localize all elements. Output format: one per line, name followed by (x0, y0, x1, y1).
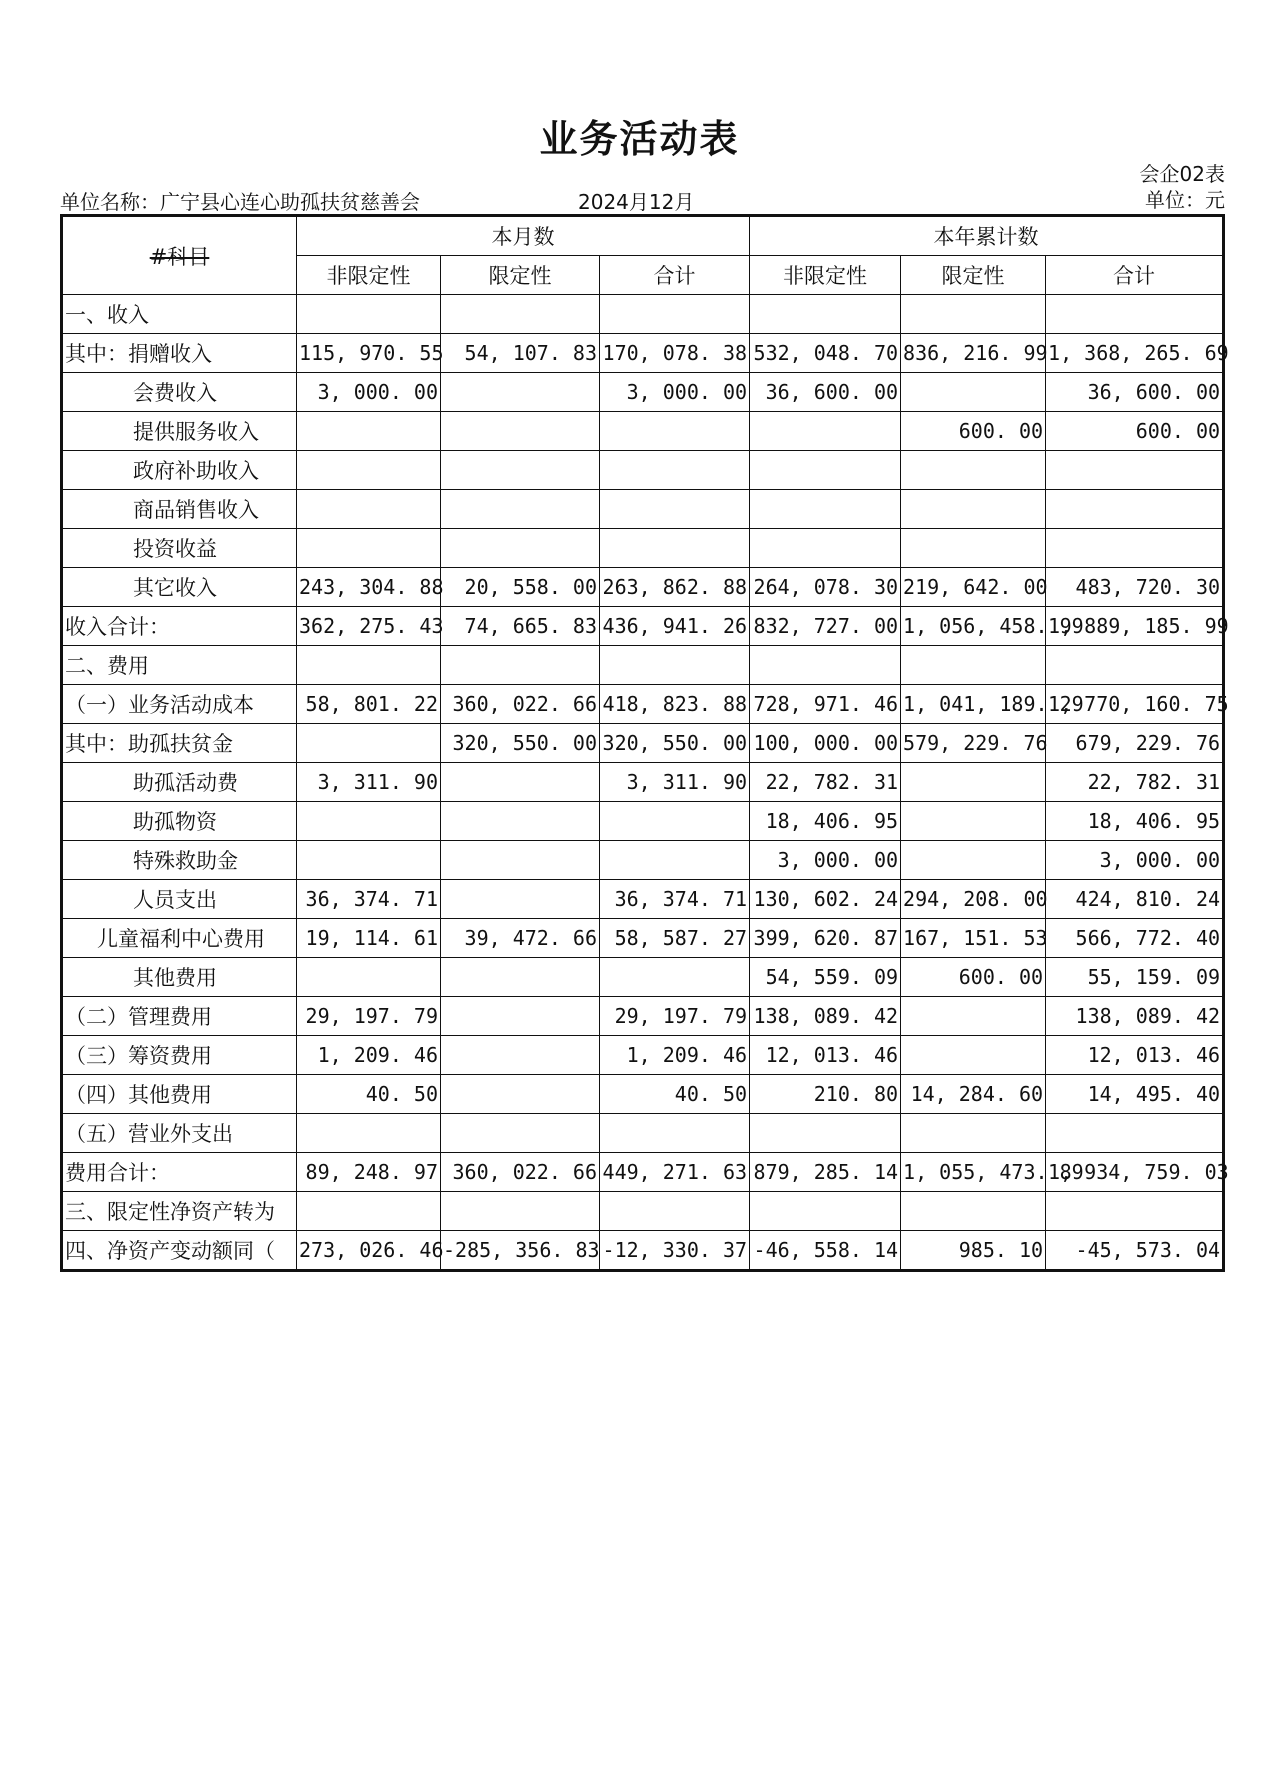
cell-value: -12, 330. 37 (600, 1231, 750, 1271)
cell-value: 29, 197. 79 (600, 997, 750, 1036)
row-label: 二、费用 (62, 646, 297, 685)
cell-value (297, 802, 441, 841)
row-label: 特殊救助金 (62, 841, 297, 880)
cell-value (441, 1036, 600, 1075)
cell-value (1046, 295, 1224, 334)
cell-value: 1, 368, 265. 69 (1046, 334, 1224, 373)
header-col: 限定性 (441, 256, 600, 295)
cell-value (1046, 1114, 1224, 1153)
table-row (62, 802, 1224, 841)
table-row (62, 1075, 1224, 1114)
cell-value: 1, 056, 458. 99 (901, 607, 1046, 646)
cell-value: 1, 209. 46 (297, 1036, 441, 1075)
cell-value (441, 802, 600, 841)
cell-value: 679, 229. 76 (1046, 724, 1224, 763)
table-body (62, 295, 1229, 1271)
cell-value (600, 646, 750, 685)
table-row (62, 841, 1224, 880)
cell-value (901, 490, 1046, 529)
cell-value: 879, 285. 14 (750, 1153, 901, 1192)
cell-value: 14, 284. 60 (901, 1075, 1046, 1114)
cell-value (297, 295, 441, 334)
cell-value (600, 529, 750, 568)
row-label: 投资收益 (62, 529, 297, 568)
cell-value: 115, 970. 55 (297, 334, 441, 373)
row-label: 其中：捐赠收入 (62, 334, 297, 373)
cell-value (901, 529, 1046, 568)
cell-value: 167, 151. 53 (901, 919, 1046, 958)
row-label: （一）业务活动成本 (62, 685, 297, 724)
header-month-group: 本月数 (297, 216, 750, 256)
row-label: 助孤活动费 (62, 763, 297, 802)
cell-value (441, 997, 600, 1036)
cell-value: 360, 022. 66 (441, 685, 600, 724)
cell-value: 22, 782. 31 (750, 763, 901, 802)
cell-value (750, 646, 901, 685)
cell-value: -46, 558. 14 (750, 1231, 901, 1271)
cell-value (297, 646, 441, 685)
row-label: （四）其他费用 (62, 1075, 297, 1114)
cell-value: 210. 80 (750, 1075, 901, 1114)
cell-value: 100, 000. 00 (750, 724, 901, 763)
table-row (62, 529, 1224, 568)
cell-value: 58, 587. 27 (600, 919, 750, 958)
cell-value: 1, 209. 46 (600, 1036, 750, 1075)
cell-value: 566, 772. 40 (1046, 919, 1224, 958)
cell-value: 728, 971. 46 (750, 685, 901, 724)
cell-value: 138, 089. 42 (750, 997, 901, 1036)
cell-value: 12, 013. 46 (750, 1036, 901, 1075)
cell-value (901, 295, 1046, 334)
cell-value (441, 529, 600, 568)
header-year-group: 本年累计数 (750, 216, 1224, 256)
header-col: 限定性 (901, 256, 1046, 295)
cell-value (901, 997, 1046, 1036)
cell-value (441, 841, 600, 880)
table-row (62, 646, 1224, 685)
table-row (62, 412, 1224, 451)
header-col: 非限定性 (750, 256, 901, 295)
cell-value: 320, 550. 00 (600, 724, 750, 763)
cell-value (441, 880, 600, 919)
cell-value: -45, 573. 04 (1046, 1231, 1224, 1271)
table-row (62, 295, 1224, 334)
row-label: （三）筹资费用 (62, 1036, 297, 1075)
cell-value (1046, 646, 1224, 685)
cell-value: 399, 620. 87 (750, 919, 901, 958)
cell-value: 74, 665. 83 (441, 607, 600, 646)
cell-value: 18, 406. 95 (750, 802, 901, 841)
cell-value: 36, 374. 71 (297, 880, 441, 919)
cell-value: 436, 941. 26 (600, 607, 750, 646)
row-label: 其他费用 (62, 958, 297, 997)
cell-value: 263, 862. 88 (600, 568, 750, 607)
cell-value (600, 958, 750, 997)
cell-value: 219, 642. 00 (901, 568, 1046, 607)
cell-value: 273, 026. 46 (297, 1231, 441, 1271)
table-row (62, 607, 1224, 646)
cell-value (901, 1192, 1046, 1231)
cell-value (441, 763, 600, 802)
cell-value: 264, 078. 30 (750, 568, 901, 607)
cell-value (1046, 490, 1224, 529)
cell-value: 130, 602. 24 (750, 880, 901, 919)
cell-value (297, 958, 441, 997)
row-label: （二）管理费用 (62, 997, 297, 1036)
cell-value: 36, 600. 00 (750, 373, 901, 412)
header-subject: #科目 (62, 216, 297, 295)
table-row (62, 919, 1224, 958)
cell-value (297, 841, 441, 880)
cell-value: 3, 311. 90 (600, 763, 750, 802)
row-label: （五）营业外支出 (62, 1114, 297, 1153)
row-label: 三、限定性净资产转为 (62, 1192, 297, 1231)
cell-value: 36, 600. 00 (1046, 373, 1224, 412)
row-label: 四、净资产变动额同（ (62, 1231, 297, 1271)
cell-value (600, 1192, 750, 1231)
table-row (62, 1231, 1224, 1271)
cell-value: 832, 727. 00 (750, 607, 901, 646)
row-label: 商品销售收入 (62, 490, 297, 529)
row-label: 其它收入 (62, 568, 297, 607)
cell-value: 3, 311. 90 (297, 763, 441, 802)
cell-value: 579, 229. 76 (901, 724, 1046, 763)
cell-value (297, 724, 441, 763)
cell-value: 3, 000. 00 (297, 373, 441, 412)
cell-value: 600. 00 (1046, 412, 1224, 451)
table-row (62, 685, 1224, 724)
cell-value (750, 451, 901, 490)
table-row (62, 997, 1224, 1036)
cell-value: 360, 022. 66 (441, 1153, 600, 1192)
form-number: 会企02表 (1139, 162, 1225, 186)
cell-value: 20, 558. 00 (441, 568, 600, 607)
cell-value (901, 841, 1046, 880)
cell-value (750, 412, 901, 451)
cell-value (297, 451, 441, 490)
currency-unit: 单位：元 (1145, 188, 1225, 212)
row-label: 提供服务收入 (62, 412, 297, 451)
cell-value (600, 841, 750, 880)
cell-value (901, 373, 1046, 412)
cell-value: 29, 197. 79 (297, 997, 441, 1036)
cell-value (441, 1114, 600, 1153)
header-col: 非限定性 (297, 256, 441, 295)
cell-value: 600. 00 (901, 958, 1046, 997)
cell-value: 294, 208. 00 (901, 880, 1046, 919)
row-label: 人员支出 (62, 880, 297, 919)
cell-value: 985. 10 (901, 1231, 1046, 1271)
cell-value: 138, 089. 42 (1046, 997, 1224, 1036)
cell-value (600, 802, 750, 841)
cell-value (901, 763, 1046, 802)
cell-value: 1, 041, 189. 29 (901, 685, 1046, 724)
cell-value: 3, 000. 00 (750, 841, 901, 880)
cell-value (441, 451, 600, 490)
cell-value: 483, 720. 30 (1046, 568, 1224, 607)
table-row (62, 1114, 1224, 1153)
cell-value (901, 1114, 1046, 1153)
cell-value (297, 490, 441, 529)
cell-value: 54, 559. 09 (750, 958, 901, 997)
table-row (62, 880, 1224, 919)
cell-value (297, 529, 441, 568)
table-row (62, 1036, 1224, 1075)
cell-value (901, 1036, 1046, 1075)
cell-value (441, 1192, 600, 1231)
cell-value (297, 1114, 441, 1153)
cell-value: 1, 934, 759. 03 (1046, 1153, 1224, 1192)
table-row (62, 1153, 1224, 1192)
cell-value: 39, 472. 66 (441, 919, 600, 958)
cell-value (750, 1192, 901, 1231)
cell-value (600, 1114, 750, 1153)
header-col: 合计 (600, 256, 750, 295)
cell-value (441, 295, 600, 334)
cell-value: 36, 374. 71 (600, 880, 750, 919)
report-period: 2024月12月 (578, 190, 695, 214)
table-row (62, 373, 1224, 412)
cell-value: 58, 801. 22 (297, 685, 441, 724)
cell-value: 418, 823. 88 (600, 685, 750, 724)
report-title: 业务活动表 (539, 117, 740, 161)
cell-value (441, 373, 600, 412)
cell-value (1046, 451, 1224, 490)
row-label: 助孤物资 (62, 802, 297, 841)
cell-value: 836, 216. 99 (901, 334, 1046, 373)
row-label: 儿童福利中心费用 (62, 919, 297, 958)
cell-value (600, 490, 750, 529)
activity-table (60, 214, 1229, 1272)
cell-value: 14, 495. 40 (1046, 1075, 1224, 1114)
table-row (62, 724, 1224, 763)
row-label: 其中：助孤扶贫金 (62, 724, 297, 763)
cell-value (901, 451, 1046, 490)
cell-value (441, 412, 600, 451)
cell-value: 89, 248. 97 (297, 1153, 441, 1192)
table-row (62, 1192, 1224, 1231)
row-label: 收入合计： (62, 607, 297, 646)
cell-value: 12, 013. 46 (1046, 1036, 1224, 1075)
cell-value: 600. 00 (901, 412, 1046, 451)
cell-value (1046, 529, 1224, 568)
row-label: 一、收入 (62, 295, 297, 334)
cell-value: 1, 889, 185. 99 (1046, 607, 1224, 646)
organization-name: 单位名称：广宁县心连心助孤扶贫慈善会 (60, 190, 420, 214)
cell-value (901, 802, 1046, 841)
cell-value: 40. 50 (600, 1075, 750, 1114)
cell-value (750, 295, 901, 334)
cell-value: 362, 275. 43 (297, 607, 441, 646)
cell-value: 449, 271. 63 (600, 1153, 750, 1192)
cell-value (600, 412, 750, 451)
cell-value: 1, 770, 160. 75 (1046, 685, 1224, 724)
cell-value: 1, 055, 473. 89 (901, 1153, 1046, 1192)
cell-value: 3, 000. 00 (600, 373, 750, 412)
cell-value (750, 490, 901, 529)
cell-value (297, 412, 441, 451)
cell-value (441, 490, 600, 529)
cell-value: 170, 078. 38 (600, 334, 750, 373)
table-row (62, 763, 1224, 802)
cell-value: 19, 114. 61 (297, 919, 441, 958)
cell-value: 3, 000. 00 (1046, 841, 1224, 880)
cell-value (441, 958, 600, 997)
cell-value (750, 1114, 901, 1153)
header-col: 合计 (1046, 256, 1224, 295)
cell-value: 532, 048. 70 (750, 334, 901, 373)
cell-value: 18, 406. 95 (1046, 802, 1224, 841)
table-row (62, 334, 1224, 373)
table-row (62, 958, 1224, 997)
cell-value: 22, 782. 31 (1046, 763, 1224, 802)
cell-value: 55, 159. 09 (1046, 958, 1224, 997)
cell-value: 320, 550. 00 (441, 724, 600, 763)
cell-value (1046, 1192, 1224, 1231)
row-label: 政府补助收入 (62, 451, 297, 490)
cell-value (297, 1192, 441, 1231)
cell-value (901, 646, 1046, 685)
cell-value (600, 451, 750, 490)
cell-value (750, 529, 901, 568)
table-row (62, 490, 1224, 529)
cell-value: 243, 304. 88 (297, 568, 441, 607)
cell-value (441, 646, 600, 685)
table-row (62, 451, 1224, 490)
cell-value (600, 295, 750, 334)
cell-value: 424, 810. 24 (1046, 880, 1224, 919)
cell-value: 54, 107. 83 (441, 334, 600, 373)
row-label: 费用合计： (62, 1153, 297, 1192)
row-label: 会费收入 (62, 373, 297, 412)
cell-value: -285, 356. 83 (441, 1231, 600, 1271)
table-row (62, 568, 1224, 607)
cell-value: 40. 50 (297, 1075, 441, 1114)
cell-value (441, 1075, 600, 1114)
